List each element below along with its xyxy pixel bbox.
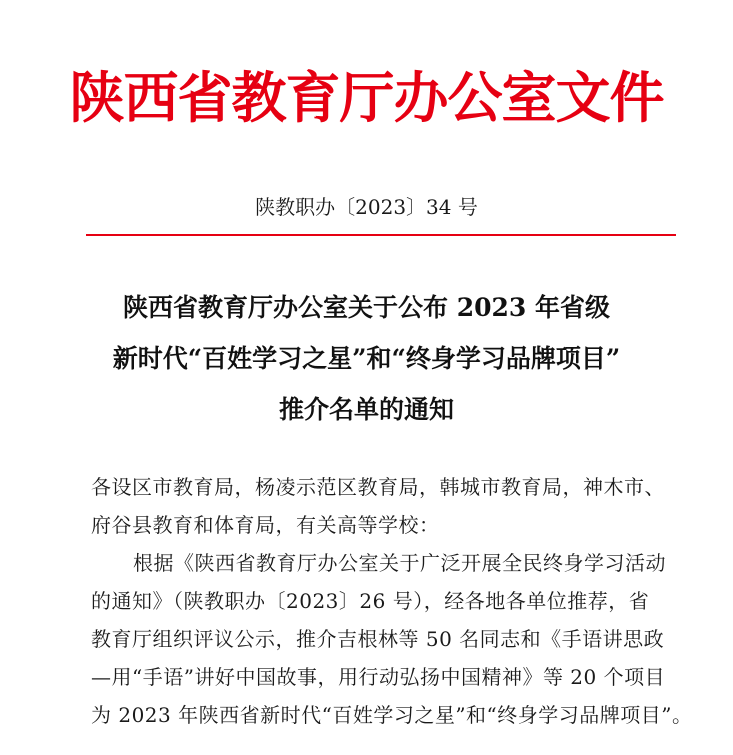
document-number: 陕教职办〔2023〕34 号: [255, 195, 478, 219]
paragraph-1-line-2: 的通知》（陕教职办〔2023〕26 号），经各地各单位推荐，省: [91, 589, 650, 613]
paragraph-1-line-3: 教育厅组织评议公示，推介吉根林等 50 名同志和《手语讲思政: [91, 627, 665, 651]
red-divider-line: [86, 234, 676, 236]
addressee-line-1: 各设区市教育局，杨凌示范区教育局，韩城市教育局，神木市、: [91, 475, 665, 499]
title-line-2: 新时代“百姓学习之星”和“终身学习品牌项目”: [112, 344, 621, 373]
paragraph-1-line-4: —用“手语”讲好中国故事，用行动弘扬中国精神》等 20 个项目: [91, 665, 666, 689]
document-body: [91, 468, 693, 734]
issuer-header: 陕西省教育厅办公室文件: [69, 66, 664, 130]
document-title: [60, 282, 673, 435]
addressee-line-2: 府谷县教育和体育局，有关高等学校：: [91, 513, 440, 537]
paragraph-1-line-1: 根据《陕西省教育厅办公室关于广泛开展全民终身学习活动: [133, 551, 666, 575]
paragraph-1-line-5: 为 2023 年陕西省新时代“百姓学习之星”和“终身学习品牌项目”。: [91, 703, 693, 727]
title-line-3: 推介名单的通知: [278, 395, 454, 424]
title-line-1: 陕西省教育厅办公室关于公布 2023 年省级: [123, 293, 610, 322]
